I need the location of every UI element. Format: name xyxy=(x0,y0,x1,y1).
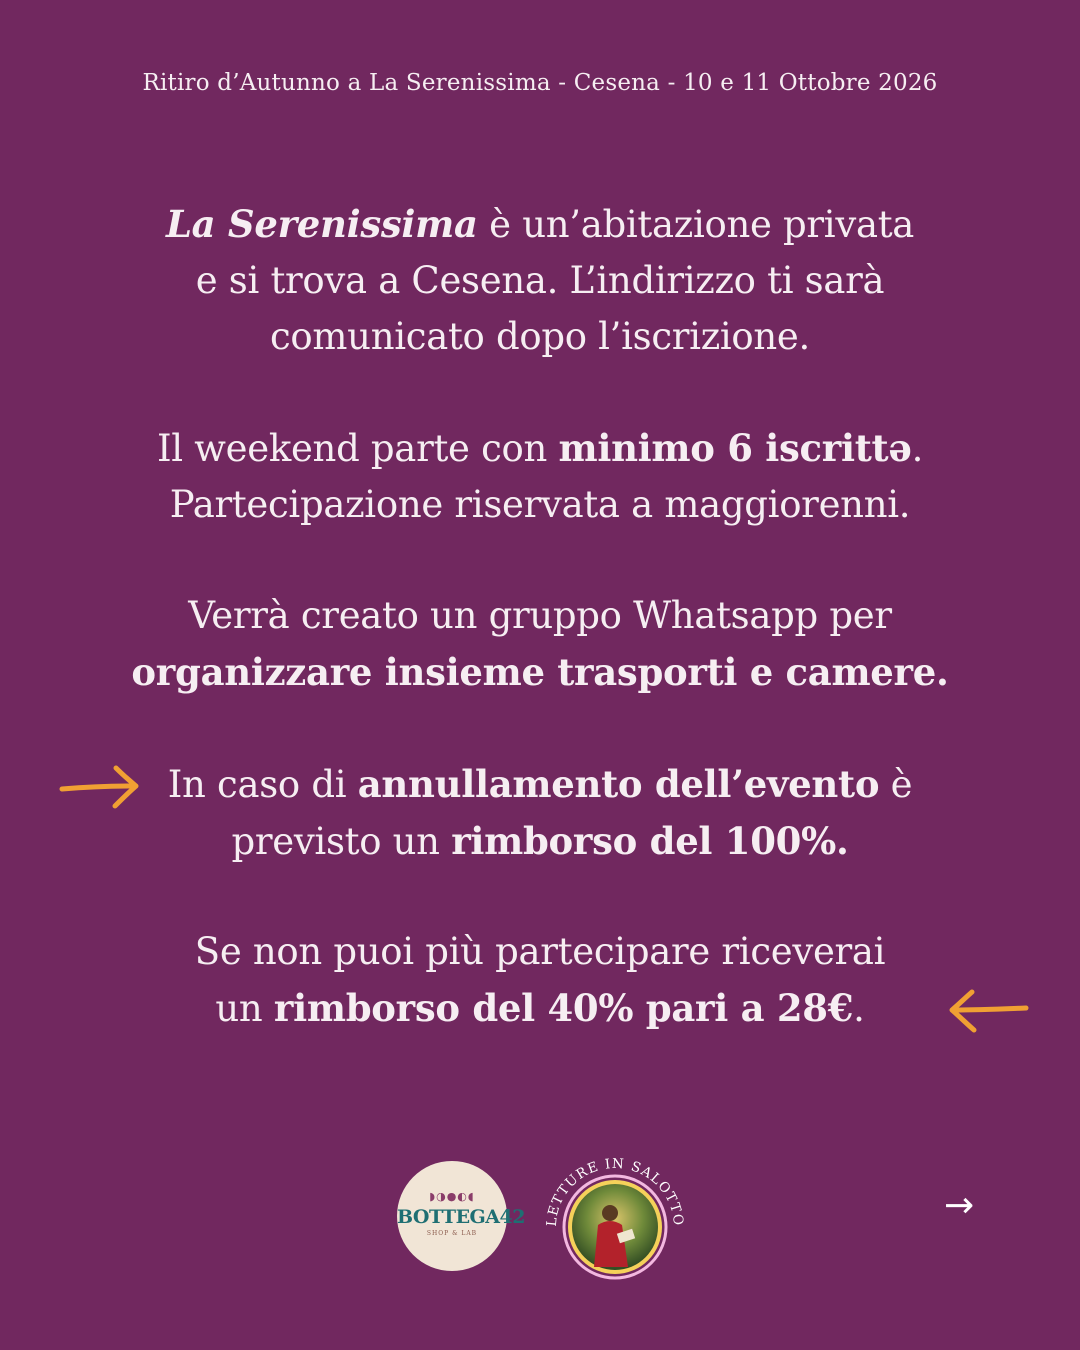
paragraph-line xyxy=(0,813,1080,870)
text-segment: è un’abitazione privata xyxy=(477,203,915,246)
paragraph-cancellation xyxy=(0,756,1080,870)
paragraph-line: Verrà creato un gruppo Whatsapp per xyxy=(188,594,892,637)
venue-name: La Serenissima xyxy=(165,202,478,246)
text-segment: . xyxy=(853,987,865,1030)
paragraph-line xyxy=(0,980,1080,1037)
moon-phases-icon: ◗◑●◐◖ xyxy=(429,1190,475,1203)
paragraph-location xyxy=(0,196,1080,365)
bottega-logo-name: BOTTEGA42 xyxy=(397,1206,525,1228)
paragraph-line xyxy=(0,644,1080,701)
text-segment: Il weekend parte con xyxy=(156,427,559,470)
bottega42-logo xyxy=(397,1161,525,1271)
paragraph-line xyxy=(0,196,1080,253)
arrow-left-icon xyxy=(946,984,1030,1036)
text-segment: previsto un xyxy=(231,820,452,863)
arrow-next-icon[interactable]: → xyxy=(944,1185,975,1226)
bold-segment: rimborso del 100%. xyxy=(451,819,849,863)
paragraph-line: comunicato dopo l’iscrizione. xyxy=(270,315,810,358)
paragraph-refund xyxy=(0,924,1080,1037)
paragraph-line xyxy=(0,420,1080,477)
paragraph-line xyxy=(0,756,1080,813)
bold-segment: minimo 6 iscrittə xyxy=(558,426,912,470)
arrow-right-icon xyxy=(58,760,142,812)
text-segment: . xyxy=(911,427,924,470)
paragraph-minimum xyxy=(0,420,1080,533)
bold-segment: rimborso del 40% pari a 28€ xyxy=(273,986,854,1030)
bold-segment: organizzare insieme trasporti e camere. xyxy=(131,650,949,694)
letture-in-salotto-logo xyxy=(540,1145,690,1285)
text-segment: In caso di xyxy=(167,763,358,806)
bold-segment: annullamento dell’evento xyxy=(357,762,880,806)
text-segment: è xyxy=(879,763,913,806)
text-segment: un xyxy=(215,987,274,1030)
page-header: Ritiro d’Autunno a La Serenissima - Cesena - 10 e 11 Ottobre 2026 xyxy=(142,70,938,96)
letture-arc-text: LETTURE IN SALOTTO xyxy=(543,1155,687,1228)
paragraph-line: Partecipazione riservata a maggiorenni. xyxy=(169,483,911,526)
paragraph-line: e si trova a Cesena. L’indirizzo ti sarà xyxy=(195,259,885,302)
paragraph-whatsapp xyxy=(0,588,1080,701)
bottega-logo-subtitle: SHOP & LAB xyxy=(426,1230,478,1237)
paragraph-line: Se non puoi più partecipare riceverai xyxy=(194,930,886,973)
